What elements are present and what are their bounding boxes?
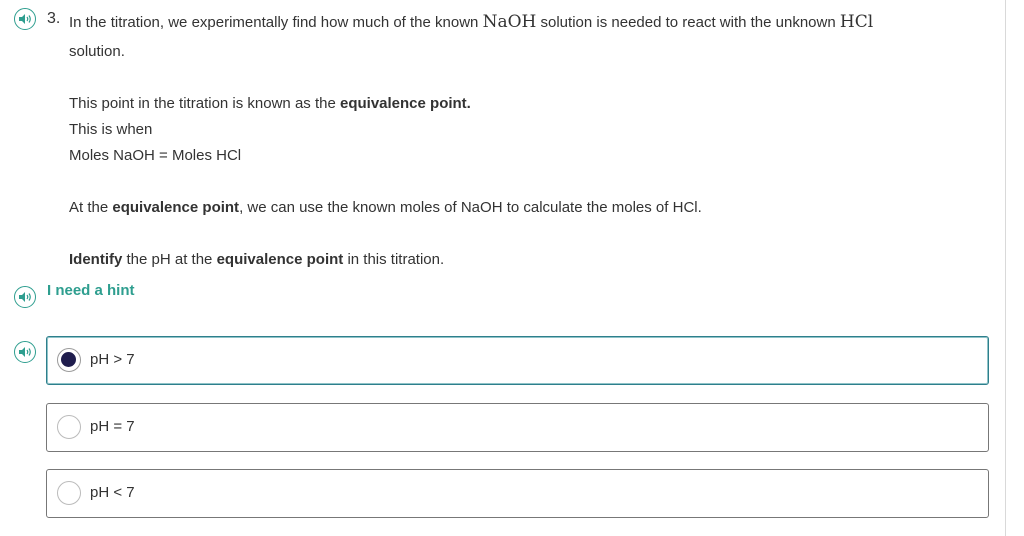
speaker-icon [18, 346, 32, 358]
panel-border [1005, 0, 1006, 536]
bold-term: Identify [69, 251, 123, 268]
option-label: pH = 7 [90, 418, 135, 435]
bold-term: equivalence point [216, 251, 344, 268]
text: the pH at the [122, 251, 217, 268]
text: , we can use the known moles of NaOH to calculate the moles of HCl. [239, 199, 702, 216]
option-label: pH > 7 [90, 351, 135, 368]
answer-option-3[interactable] [46, 469, 989, 518]
question-number: 3. [47, 10, 61, 27]
hint-link[interactable]: I need a hint [47, 282, 135, 299]
hint-audio-button[interactable] [14, 286, 36, 308]
text: This point in the titration is known as the [69, 95, 340, 112]
question-prompt [69, 251, 444, 268]
moles-equation: Moles NaOH = Moles HCl [69, 147, 242, 164]
formula-naoh: NaOH [482, 12, 537, 32]
radio-button[interactable] [57, 415, 81, 439]
condition-intro: This is when [69, 121, 153, 138]
formula-hcl: HCl [839, 12, 874, 32]
equivalence-definition [69, 95, 471, 112]
answer-option-2[interactable] [46, 403, 989, 452]
bold-term: equivalence point. [339, 95, 471, 112]
bold-term: equivalence point [112, 199, 240, 216]
speaker-icon [18, 13, 32, 25]
speaker-icon [18, 291, 32, 303]
answer-option-1[interactable] [46, 336, 989, 385]
question-text: In the titration, we experimentally find how much of the known [69, 14, 483, 31]
question-text: solution is needed to react with the unknown [536, 14, 840, 31]
options-audio-button[interactable] [14, 341, 36, 363]
radio-button[interactable] [57, 348, 81, 372]
equivalence-explanation [69, 199, 702, 216]
question-text-continued: solution. [69, 43, 125, 60]
question-audio-button[interactable] [14, 8, 36, 30]
option-label: pH < 7 [90, 484, 135, 501]
question-intro [69, 12, 873, 32]
text: in this titration. [343, 251, 445, 268]
text: At the [69, 199, 113, 216]
radio-button[interactable] [57, 481, 81, 505]
